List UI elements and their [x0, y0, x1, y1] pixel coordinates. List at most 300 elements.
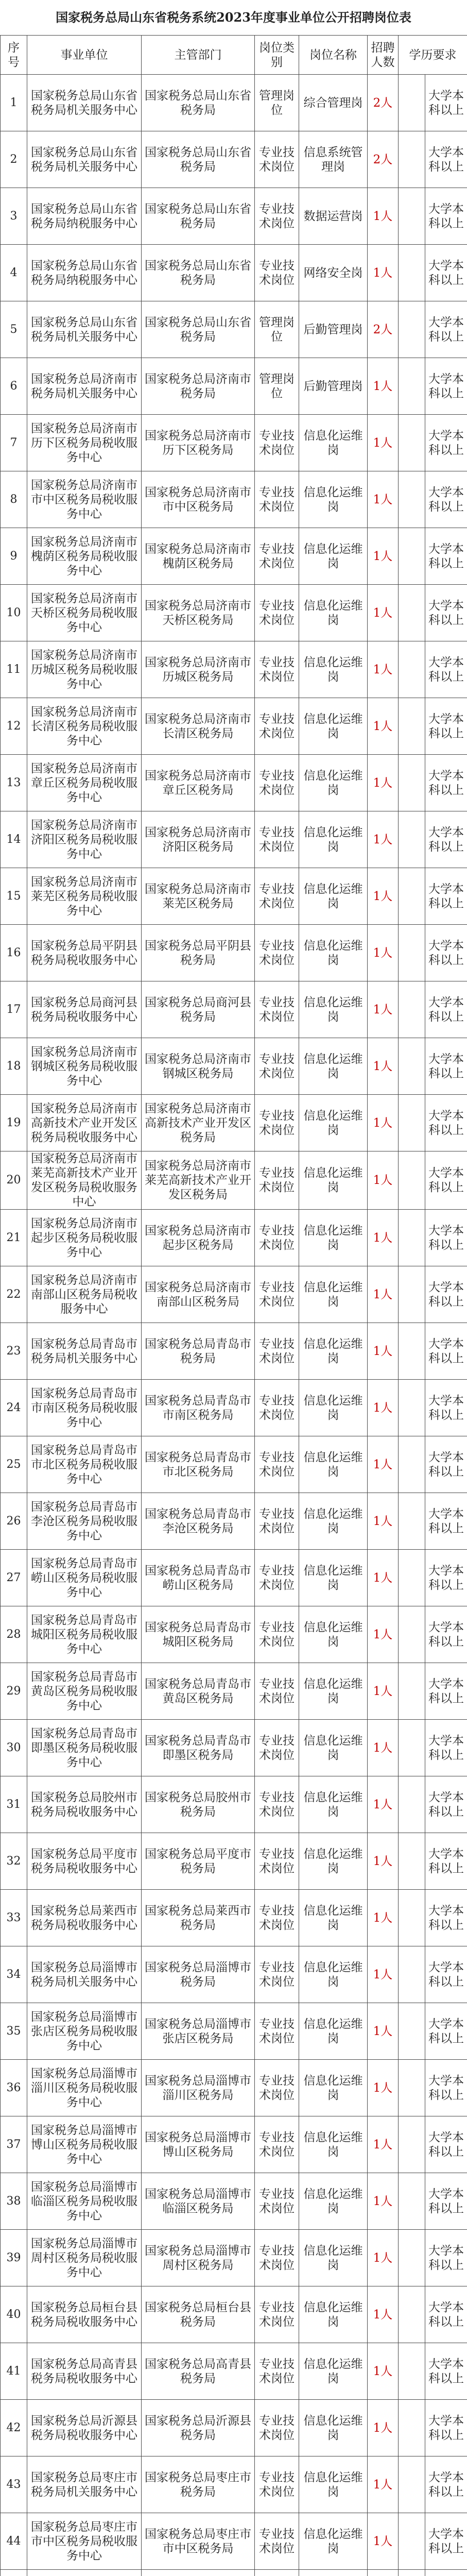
count-cell: 1人: [368, 641, 399, 698]
category-cell: 专业技术岗位: [255, 2173, 299, 2230]
post-cell: 信息化运维岗: [299, 2343, 368, 2400]
unit-cell: 国家税务总局青岛市李沧区税务局税收服务中心: [27, 1493, 142, 1550]
education-cell: 大学本科以上: [425, 2173, 467, 2230]
dept-cell: 国家税务总局淄博市张店区税务局: [142, 2003, 255, 2060]
table-row: [1, 2456, 467, 2513]
seq-cell: 15: [1, 868, 27, 925]
post-cell: 信息化运维岗: [299, 981, 368, 1038]
unit-cell: 国家税务总局山东省税务局机关服务中心: [27, 301, 142, 358]
category-cell: 专业技术岗位: [255, 1720, 299, 1776]
count-cell: 1人: [368, 415, 399, 471]
seq-cell: 20: [1, 1151, 27, 1210]
dept-cell: 国家税务总局淄博市博山区税务局: [142, 2116, 255, 2173]
seq-cell: 44: [1, 2513, 27, 2570]
category-cell: 专业技术岗位: [255, 1890, 299, 1946]
unit-cell: 国家税务总局济南市钢城区税务局税收服务中心: [27, 1038, 142, 1095]
count-cell: 1人: [368, 2060, 399, 2116]
category-cell: 专业技术岗位: [255, 1550, 299, 1606]
blank-cell: [399, 2286, 425, 2343]
seq-cell: 42: [1, 2400, 27, 2456]
table-row: [1, 1776, 467, 1833]
category-cell: 专业技术岗位: [255, 755, 299, 811]
seq-cell: 26: [1, 1493, 27, 1550]
education-cell: 大学本科以上: [425, 585, 467, 641]
category-cell: 专业技术岗位: [255, 1663, 299, 1720]
post-cell: 信息化运维岗: [299, 415, 368, 471]
seq-cell: 2: [1, 131, 27, 188]
education-cell: 大学本科以上: [425, 925, 467, 981]
post-cell: 信息化运维岗: [299, 2400, 368, 2456]
table-row: [1, 698, 467, 755]
category-cell: 专业技术岗位: [255, 585, 299, 641]
education-cell: 大学本科以上: [425, 1436, 467, 1493]
education-cell: 大学本科以上: [425, 1720, 467, 1776]
education-cell: 大学本科以上: [425, 1550, 467, 1606]
education-cell: 大学本科以上: [425, 415, 467, 471]
seq-cell: 37: [1, 2116, 27, 2173]
table-row: [1, 925, 467, 981]
unit-cell: 国家税务总局济南市市中区税务局税收服务中心: [27, 471, 142, 528]
category-cell: 专业技术岗位: [255, 1095, 299, 1151]
table-row: [1, 188, 467, 245]
blank-cell: [399, 2570, 425, 2576]
blank-cell: [399, 301, 425, 358]
seq-cell: 23: [1, 1323, 27, 1380]
education-cell: 大学本科以上: [425, 1038, 467, 1095]
table-row: [1, 1151, 467, 1210]
count-cell: [368, 2570, 399, 2576]
category-cell: 专业技术岗位: [255, 2230, 299, 2286]
table-row: [1, 1663, 467, 1720]
header-dept: 主管部门: [142, 36, 255, 75]
table-row: [1, 245, 467, 301]
count-cell: 1人: [368, 981, 399, 1038]
education-cell: 大学本科以上: [425, 2230, 467, 2286]
count-cell: 1人: [368, 1151, 399, 1210]
page-title: 国家税务总局山东省税务系统2023年度事业单位公开招聘岗位表: [56, 10, 411, 25]
category-cell: 专业技术岗位: [255, 2003, 299, 2060]
unit-cell: 国家税务总局青岛市黄岛区税务局税收服务中心: [27, 1663, 142, 1720]
seq-cell: 40: [1, 2286, 27, 2343]
blank-cell: [399, 811, 425, 868]
dept-cell: 国家税务总局平度市税务局: [142, 1833, 255, 1890]
seq-cell: 18: [1, 1038, 27, 1095]
category-cell: 专业技术岗位: [255, 1323, 299, 1380]
count-cell: 1人: [368, 358, 399, 415]
table-row: [1, 2003, 467, 2060]
post-cell: 信息化运维岗: [299, 1436, 368, 1493]
table-row: [1, 585, 467, 641]
seq-cell: 17: [1, 981, 27, 1038]
dept-cell: 国家税务总局济南市历城区税务局: [142, 641, 255, 698]
blank-cell: [399, 925, 425, 981]
unit-cell: 国家税务总局商河县税务局税收服务中心: [27, 981, 142, 1038]
count-cell: 1人: [368, 2116, 399, 2173]
category-cell: 专业技术岗位: [255, 1151, 299, 1210]
education-cell: 大学本科以上: [425, 1095, 467, 1151]
post-cell: 信息化运维岗: [299, 585, 368, 641]
category-cell: 专业技术岗位: [255, 925, 299, 981]
category-cell: 专业技术岗位: [255, 2513, 299, 2570]
post-cell: 信息化运维岗: [299, 1380, 368, 1436]
dept-cell: 国家税务总局沂源县税务局: [142, 2400, 255, 2456]
category-cell: 专业技术岗位: [255, 131, 299, 188]
count-cell: 1人: [368, 1210, 399, 1266]
post-cell: 信息化运维岗: [299, 755, 368, 811]
seq-cell: 35: [1, 2003, 27, 2060]
seq-cell: 6: [1, 358, 27, 415]
category-cell: 专业技术岗位: [255, 1493, 299, 1550]
unit-cell: 国家税务总局山东省税务局机关服务中心: [27, 75, 142, 131]
count-cell: 1人: [368, 471, 399, 528]
blank-cell: [399, 1606, 425, 1663]
blank-cell: [399, 1095, 425, 1151]
blank-cell: [399, 528, 425, 585]
count-cell: 2人: [368, 301, 399, 358]
unit-cell: 国家税务总局济南市天桥区税务局税收服务中心: [27, 585, 142, 641]
count-cell: 1人: [368, 1720, 399, 1776]
count-cell: 1人: [368, 245, 399, 301]
count-cell: 1人: [368, 2343, 399, 2400]
unit-cell: [27, 2570, 142, 2576]
post-cell: 信息化运维岗: [299, 1606, 368, 1663]
blank-cell: [399, 698, 425, 755]
table-row: [1, 2116, 467, 2173]
dept-cell: 国家税务总局济南市长清区税务局: [142, 698, 255, 755]
category-cell: 专业技术岗位: [255, 1038, 299, 1095]
blank-cell: [399, 1663, 425, 1720]
education-cell: 大学本科以上: [425, 1606, 467, 1663]
unit-cell: 国家税务总局胶州市税务局税收服务中心: [27, 1776, 142, 1833]
category-cell: 专业技术岗位: [255, 528, 299, 585]
unit-cell: 国家税务总局济南市起步区税务局税收服务中心: [27, 1210, 142, 1266]
education-cell: 大学本科以上: [425, 1151, 467, 1210]
post-cell: 数据运营岗: [299, 188, 368, 245]
table-row: [1, 1720, 467, 1776]
education-cell: 大学本科以上: [425, 698, 467, 755]
blank-cell: [399, 471, 425, 528]
dept-cell: 国家税务总局商河县税务局: [142, 981, 255, 1038]
category-cell: 专业技术岗位: [255, 415, 299, 471]
table-row: [1, 1436, 467, 1493]
unit-cell: 国家税务总局济南市历城区税务局税收服务中心: [27, 641, 142, 698]
count-cell: 1人: [368, 1323, 399, 1380]
post-cell: 信息化运维岗: [299, 1776, 368, 1833]
blank-cell: [399, 245, 425, 301]
unit-cell: 国家税务总局山东省税务局纳税服务中心: [27, 188, 142, 245]
table-row: [1, 1833, 467, 1890]
count-cell: 1人: [368, 925, 399, 981]
table-row: [1, 811, 467, 868]
post-cell: 信息化运维岗: [299, 2513, 368, 2570]
blank-cell: [399, 1550, 425, 1606]
unit-cell: 国家税务总局济南市高新技术产业开发区税务局税收服务中心: [27, 1095, 142, 1151]
seq-cell: 36: [1, 2060, 27, 2116]
post-cell: 网络安全岗: [299, 245, 368, 301]
dept-cell: 国家税务总局青岛市黄岛区税务局: [142, 1663, 255, 1720]
count-cell: 1人: [368, 1493, 399, 1550]
education-cell: 大学本科以上: [425, 471, 467, 528]
table-header-row: [1, 36, 467, 75]
table-row: [1, 471, 467, 528]
education-cell: 大学本科以上: [425, 1493, 467, 1550]
table-row: [1, 358, 467, 415]
unit-cell: 国家税务总局青岛市城阳区税务局税收服务中心: [27, 1606, 142, 1663]
count-cell: 1人: [368, 1833, 399, 1890]
category-cell: 专业技术岗位: [255, 188, 299, 245]
unit-cell: 国家税务总局济南市莱芜区税务局税收服务中心: [27, 868, 142, 925]
category-cell: 专业技术岗位: [255, 1776, 299, 1833]
seq-cell: 34: [1, 1946, 27, 2003]
category-cell: 专业技术岗位: [255, 471, 299, 528]
post-cell: 综合管理岗: [299, 75, 368, 131]
header-category: 岗位类别: [255, 36, 299, 75]
dept-cell: 国家税务总局山东省税务局: [142, 245, 255, 301]
dept-cell: 国家税务总局青岛市即墨区税务局: [142, 1720, 255, 1776]
blank-cell: [399, 981, 425, 1038]
category-cell: 专业技术岗位: [255, 2286, 299, 2343]
count-cell: 1人: [368, 698, 399, 755]
seq-cell: 39: [1, 2230, 27, 2286]
category-cell: 专业技术岗位: [255, 1606, 299, 1663]
dept-cell: 国家税务总局青岛市税务局: [142, 1323, 255, 1380]
count-cell: 1人: [368, 188, 399, 245]
count-cell: 2人: [368, 131, 399, 188]
seq-cell: 7: [1, 415, 27, 471]
blank-cell: [399, 1210, 425, 1266]
blank-cell: [399, 2116, 425, 2173]
seq-cell: 13: [1, 755, 27, 811]
dept-cell: 国家税务总局淄博市税务局: [142, 1946, 255, 2003]
dept-cell: 国家税务总局济南市税务局: [142, 358, 255, 415]
header-post: 岗位名称: [299, 36, 368, 75]
table-row: [1, 1550, 467, 1606]
seq-cell: 5: [1, 301, 27, 358]
blank-cell: [399, 1720, 425, 1776]
table-row: [1, 2570, 467, 2576]
count-cell: 1人: [368, 1038, 399, 1095]
blank-cell: [399, 1833, 425, 1890]
table-row: [1, 1606, 467, 1663]
unit-cell: 国家税务总局枣庄市市中区税务局税收服务中心: [27, 2513, 142, 2570]
header-count: 招聘人数: [368, 36, 399, 75]
education-cell: 大学本科以上: [425, 75, 467, 131]
table-row: [1, 1380, 467, 1436]
post-cell: 信息化运维岗: [299, 2060, 368, 2116]
blank-cell: [399, 2173, 425, 2230]
blank-cell: [399, 188, 425, 245]
seq-cell: 16: [1, 925, 27, 981]
table-row: [1, 131, 467, 188]
education-cell: 大学本科以上: [425, 2060, 467, 2116]
count-cell: 1人: [368, 1095, 399, 1151]
education-cell: 大学本科以上: [425, 641, 467, 698]
count-cell: 1人: [368, 2230, 399, 2286]
post-cell: 信息化运维岗: [299, 2286, 368, 2343]
education-cell: 大学本科以上: [425, 358, 467, 415]
post-cell: 信息化运维岗: [299, 2173, 368, 2230]
table-row: [1, 868, 467, 925]
dept-cell: 国家税务总局济南市槐荫区税务局: [142, 528, 255, 585]
seq-cell: 11: [1, 641, 27, 698]
dept-cell: 国家税务总局济南市天桥区税务局: [142, 585, 255, 641]
category-cell: 专业技术岗位: [255, 2116, 299, 2173]
blank-cell: [399, 1380, 425, 1436]
seq-cell: 9: [1, 528, 27, 585]
education-cell: 大学本科以上: [425, 1266, 467, 1323]
post-cell: 信息化运维岗: [299, 1323, 368, 1380]
dept-cell: 国家税务总局淄博市临淄区税务局: [142, 2173, 255, 2230]
dept-cell: 国家税务总局济南市济阳区税务局: [142, 811, 255, 868]
post-cell: 信息化运维岗: [299, 1890, 368, 1946]
dept-cell: 国家税务总局济南市钢城区税务局: [142, 1038, 255, 1095]
post-cell: 信息化运维岗: [299, 1210, 368, 1266]
dept-cell: 国家税务总局济南市章丘区税务局: [142, 755, 255, 811]
seq-cell: 33: [1, 1890, 27, 1946]
education-cell: 大学本科以上: [425, 1323, 467, 1380]
post-cell: 信息化运维岗: [299, 1266, 368, 1323]
post-cell: 信息化运维岗: [299, 2456, 368, 2513]
seq-cell: 31: [1, 1776, 27, 1833]
table-row: [1, 2230, 467, 2286]
post-cell: 信息系统管理岗: [299, 131, 368, 188]
education-cell: 大学本科以上: [425, 188, 467, 245]
unit-cell: 国家税务总局青岛市税务局机关服务中心: [27, 1323, 142, 1380]
dept-cell: 国家税务总局济南市莱芜区税务局: [142, 868, 255, 925]
dept-cell: 国家税务总局青岛市市北区税务局: [142, 1436, 255, 1493]
table-row: [1, 2343, 467, 2400]
category-cell: 管理岗位: [255, 358, 299, 415]
dept-cell: 国家税务总局桓台县税务局: [142, 2286, 255, 2343]
post-cell: 信息化运维岗: [299, 1095, 368, 1151]
unit-cell: 国家税务总局平阴县税务局税收服务中心: [27, 925, 142, 981]
education-cell: 大学本科以上: [425, 131, 467, 188]
dept-cell: 国家税务总局枣庄市税务局: [142, 2456, 255, 2513]
table-row: [1, 2060, 467, 2116]
table-row: [1, 301, 467, 358]
unit-cell: 国家税务总局济南市济阳区税务局税收服务中心: [27, 811, 142, 868]
count-cell: 1人: [368, 2513, 399, 2570]
post-cell: [299, 2570, 368, 2576]
table-row: [1, 1210, 467, 1266]
post-cell: 后勤管理岗: [299, 301, 368, 358]
seq-cell: 28: [1, 1606, 27, 1663]
education-cell: 大学本科以上: [425, 2513, 467, 2570]
blank-cell: [399, 2456, 425, 2513]
unit-cell: 国家税务总局淄博市税务局机关服务中心: [27, 1946, 142, 2003]
blank-cell: [399, 1323, 425, 1380]
category-cell: 专业技术岗位: [255, 641, 299, 698]
table-row: [1, 75, 467, 131]
education-cell: 大学本科以上: [425, 2343, 467, 2400]
education-cell: 大学本科以上: [425, 245, 467, 301]
header-seq: 序号: [1, 36, 27, 75]
unit-cell: 国家税务总局莱西市税务局税收服务中心: [27, 1890, 142, 1946]
count-cell: 1人: [368, 1436, 399, 1493]
unit-cell: 国家税务总局淄博市淄川区税务局税收服务中心: [27, 2060, 142, 2116]
unit-cell: 国家税务总局枣庄市税务局机关服务中心: [27, 2456, 142, 2513]
dept-cell: 国家税务总局高青县税务局: [142, 2343, 255, 2400]
post-cell: 信息化运维岗: [299, 1038, 368, 1095]
seq-cell: 22: [1, 1266, 27, 1323]
category-cell: 专业技术岗位: [255, 2400, 299, 2456]
blank-cell: [399, 2003, 425, 2060]
post-cell: 信息化运维岗: [299, 528, 368, 585]
blank-cell: [399, 1038, 425, 1095]
education-cell: [425, 2570, 467, 2576]
unit-cell: 国家税务总局桓台县税务局税收服务中心: [27, 2286, 142, 2343]
count-cell: 1人: [368, 811, 399, 868]
seq-cell: 3: [1, 188, 27, 245]
seq-cell: 14: [1, 811, 27, 868]
unit-cell: 国家税务总局山东省税务局纳税服务中心: [27, 245, 142, 301]
unit-cell: 国家税务总局淄博市周村区税务局税收服务中心: [27, 2230, 142, 2286]
seq-cell: 19: [1, 1095, 27, 1151]
dept-cell: 国家税务总局山东省税务局: [142, 75, 255, 131]
table-row: [1, 528, 467, 585]
education-cell: 大学本科以上: [425, 811, 467, 868]
post-cell: 信息化运维岗: [299, 1151, 368, 1210]
post-cell: 信息化运维岗: [299, 2116, 368, 2173]
category-cell: [255, 2570, 299, 2576]
unit-cell: 国家税务总局济南市长清区税务局税收服务中心: [27, 698, 142, 755]
post-cell: 信息化运维岗: [299, 925, 368, 981]
table-row: [1, 1946, 467, 2003]
seq-cell: 12: [1, 698, 27, 755]
blank-cell: [399, 415, 425, 471]
dept-cell: 国家税务总局青岛市市南区税务局: [142, 1380, 255, 1436]
unit-cell: 国家税务总局淄博市博山区税务局税收服务中心: [27, 2116, 142, 2173]
education-cell: 大学本科以上: [425, 2286, 467, 2343]
unit-cell: 国家税务总局青岛市崂山区税务局税收服务中心: [27, 1550, 142, 1606]
post-cell: 信息化运维岗: [299, 2003, 368, 2060]
post-cell: 信息化运维岗: [299, 1663, 368, 1720]
table-row: [1, 981, 467, 1038]
table-row: [1, 1266, 467, 1323]
education-cell: 大学本科以上: [425, 1380, 467, 1436]
dept-cell: 国家税务总局青岛市崂山区税务局: [142, 1550, 255, 1606]
blank-cell: [399, 641, 425, 698]
unit-cell: 国家税务总局青岛市即墨区税务局税收服务中心: [27, 1720, 142, 1776]
dept-cell: [142, 2570, 255, 2576]
unit-cell: 国家税务总局平度市税务局税收服务中心: [27, 1833, 142, 1890]
category-cell: 管理岗位: [255, 301, 299, 358]
seq-cell: 41: [1, 2343, 27, 2400]
category-cell: 专业技术岗位: [255, 2060, 299, 2116]
table-row: [1, 1493, 467, 1550]
table-row: [1, 2173, 467, 2230]
count-cell: 1人: [368, 2173, 399, 2230]
category-cell: 专业技术岗位: [255, 868, 299, 925]
positions-table: [0, 35, 467, 2576]
education-cell: 大学本科以上: [425, 981, 467, 1038]
seq-cell: 25: [1, 1436, 27, 1493]
blank-cell: [399, 2343, 425, 2400]
unit-cell: 国家税务总局济南市章丘区税务局税收服务中心: [27, 755, 142, 811]
seq-cell: 29: [1, 1663, 27, 1720]
category-cell: 专业技术岗位: [255, 245, 299, 301]
post-cell: 信息化运维岗: [299, 1550, 368, 1606]
category-cell: 专业技术岗位: [255, 1380, 299, 1436]
table-row: [1, 2513, 467, 2570]
count-cell: 1人: [368, 585, 399, 641]
dept-cell: 国家税务总局莱西市税务局: [142, 1890, 255, 1946]
unit-cell: 国家税务总局济南市槐荫区税务局税收服务中心: [27, 528, 142, 585]
education-cell: 大学本科以上: [425, 2456, 467, 2513]
count-cell: 1人: [368, 1663, 399, 1720]
blank-cell: [399, 131, 425, 188]
education-cell: 大学本科以上: [425, 1833, 467, 1890]
